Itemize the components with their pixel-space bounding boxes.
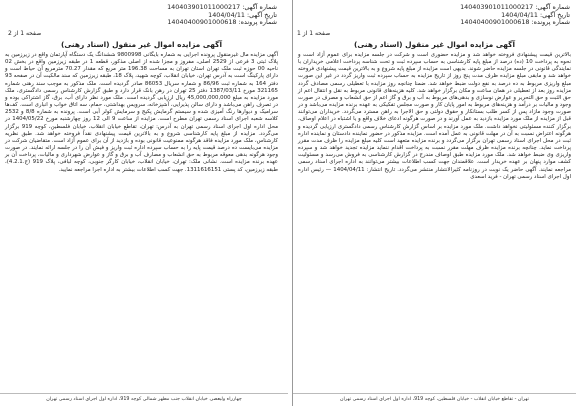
notice-meta-left xyxy=(0,0,283,40)
notice-number: شماره آگهی: 140403901011000217 xyxy=(460,3,570,11)
notice-date: تاریخ آگهی: 1404/04/11 xyxy=(501,10,570,19)
office-address-footer: چهارراه ولیعصر، خیابان انقلاب جنب مطهر شمالی کوچه 919، اداره اول اجرای اسناد رسمی تهران xyxy=(0,393,288,406)
notice-number: شماره آگهی: 140403901011000217 xyxy=(167,3,277,11)
notice-column-left xyxy=(0,0,283,406)
notice-body: آگهی مزایده مال غیرمنقول پرونده اجرایی به شماره بایگانی 9800998 ششدانگ یک دستگاه آپارتمان واقع در زیرزمین به پلاک ثبتی 3 فرعی از 2529 اصلی، مفروز و مجزا شده از اصلی مذکور، قطعه 1 در طبقه زیرزمین واقع در بخش 02 ناحیه 00 حوزه ثبت ملک تهران استان تهران به مساحت 196.38 متر مربع که مقدار 70.27 مترمربع آن حیاط است و دارای پارکینگ است به آدرس تهران، خیابان انقلاب، کوچه شهید، پلاک 18، طبقه زیرزمین که سند مالکیت آن در صفحه 93 دفتر 164 به شماره ثبت 86/96 و شماره سریال 86053 صادر گردیده است. ملک مذکور به موجب سند رهنی شماره 321165 مورخ 1387/03/11 دفتر 25 تهران در رهن بانک قرار دارد و طبق گزارش کارشناس رسمی دادگستری، ملک مورد مزایده به مبلغ 45,000,000,000 ریال ارزیابی گردیده است. ملک مورد نظر دارای آب، برق، گاز اشتراکی بوده و در تصرف راهن می‌باشد و دارای سالن پذیرایی، آشپزخانه، سرویس بهداشتی، حمام، سه اتاق خواب و انباری است. کف‌ها سرامیک و دیوارها رنگ آمیزی شده و سیستم گرمایش پکیج و سرمایش کولر آبی است. پرونده به شماره 8/8 و 2532 کلاسه شعبه اجرای اسناد رسمی تهران مطرح است. مزایده از ساعت 9 الی 12 روز چهارشنبه مورخ 1404/05/22 در محل اداره اول اجرای اسناد رسمی تهران به آدرس: تهران، تقاطع خیابان انقلاب، خیابان فلسطین، کوچه 919 برگزار می‌گردد. مزایده از مبلغ پایه کارشناسی شروع و به بالاترین قیمت پیشنهادی نقداً فروخته خواهد شد. طبق نظریه کارشناس، ملک مورد مزایده فاقد هرگونه ممنوعیت قانونی بوده و بازدید از آن برای عموم آزاد است. متقاضیان شرکت در مزایده می‌بایست ده درصد قیمت پایه را به حساب سپرده اداره ثبت واریز و فیش آن را در جلسه ارائه نمایند. در صورت وجود هرگونه بدهی معوقه مربوط به حق انشعاب و مصارف آب و برق و گاز و عوارض شهرداری و مالیات، پرداخت آن بر عهده برنده مزایده است. نشانی ملک: تهران، خیابان انقلاب، خیابان کارگر جنوبی، کوچه لبافی، پلاک 919 (ج.4.2.1)، طبقه زیرزمین، کد پستی 1311616151. جهت کسب اطلاعات بیشتر به اداره اجرا مراجعه نمایید. xyxy=(5,52,279,173)
page-indicator: صفحه 1 از 2 xyxy=(8,30,42,37)
notice-title: آگهی مزایده اموال غیر منقول (اسناد رهنی) xyxy=(60,40,223,49)
notice-body: بالاترین قیمت پیشنهادی فروخته خواهد شد و مزایده حضوری است و شرکت در جلسه مزایده برای عموم آزاد است و نحوه به پرداخت 10 (ده) درصد از مبلغ پایه کارشناسی به حساب سپرده ثبت و تحت شناسه پرداخت اعلامی خریداران با نمایندگی قانونی در جلسه مزایده حاضر شوند. بدیهی است مزایده از مبلغ پایه شروع و به بالاترین قیمت پیشنهادی فروخته خواهد شد و مابقی مبلغ مزایده ظرف مدت پنج روز از تاریخ مزایده به حساب سپرده ثبت واریز گردد در غیر این صورت مبلغ واریزی مربوط به ده درصد به نفع دولت ضبط خواهد شد. ضمنا چنانچه روز مزایده با تعطیلی رسمی مصادف گردد مزایده روز بعد از تعطیلی در همان ساعت و مکان برگزار خواهد شد. کلیه هزینه‌های قانونی مربوط به نقل و انتقال اعم از حق الثبت و حق التحریر و عوارض نوسازی و بدهی‌های مربوط به آب و برق و گاز اعم از حق انشعاب و مصرف در صورت وجود و مالیات بر درآمد و هزینه‌های مربوط به امور پایان کار و صورت مجلس تفکیکی به عهده برنده مزایده می‌باشد و در صورت وجود مازاد پس از کسر طلب بستانکار و حقوق دولتی و حق الاجرا به راهن مسترد می‌گردد. خریداران می‌توانند قبل از مزایده از ملک مورد مزایده بازدید به عمل آورند و در صورت هرگونه ادعای خلاف واقع و یا اشتباه در اعلام اوصاف، برگزار کننده مسئولیتی نخواهد داشت. ملک مورد مزایده بر اساس گزارش کارشناس رسمی دادگستری ارزیابی گردیده و هرگونه اعتراض نسبت به آن در مهلت قانونی به عمل آمده است. مزایده مذکور در حضور نماینده دادستان و نماینده اداره ثبت در محل اجرای اسناد رسمی تهران برگزار می‌گردد و برنده مزایده متعهد است کلیه مبلغ مزایده را ظرف مدت مقرر پرداخت نماید. چنانچه برنده مزایده ظرف مهلت مقرر نسبت به پرداخت اقدام ننماید مزایده تجدید خواهد شد و سپرده واریزی وی ضبط خواهد شد. ملک مورد مزایده طبق اوصاف مندرج در گزارش کارشناسی به فروش می‌رسد و مسئولیت کشف موارد پنهان بر عهده خریدار است. علاقمندان جهت کسب اطلاعات بیشتر می‌توانند به اداره اجرای اسناد رسمی مراجعه نمایند. آگهی حاضر یک نوبت در روزنامه کثیرالانتشار منتشر می‌گردد. تاریخ انتشار: 1404/04/11 — رئیس اداره اول اجرای اسناد رسمی تهران - فرید اسعدی xyxy=(298,52,571,180)
page-indicator: صفحه 1 از 1 xyxy=(297,30,331,37)
notice-meta-right xyxy=(293,0,576,40)
notice-column-right xyxy=(292,0,576,406)
notice-title: آگهی مزایده اموال غیر منقول (اسناد رهنی) xyxy=(353,40,516,49)
file-number: شماره پرونده: 14040400901000618 xyxy=(460,18,570,27)
file-number: شماره پرونده: 14040400901000618 xyxy=(167,18,277,27)
office-address-footer: تهران - تقاطع خیابان انقلاب - خیابان فلسطین، کوچه 919، اداره اول اجرای اسناد رسمی تهران xyxy=(293,393,576,406)
notice-date: تاریخ آگهی: 1404/04/11 xyxy=(208,10,277,19)
